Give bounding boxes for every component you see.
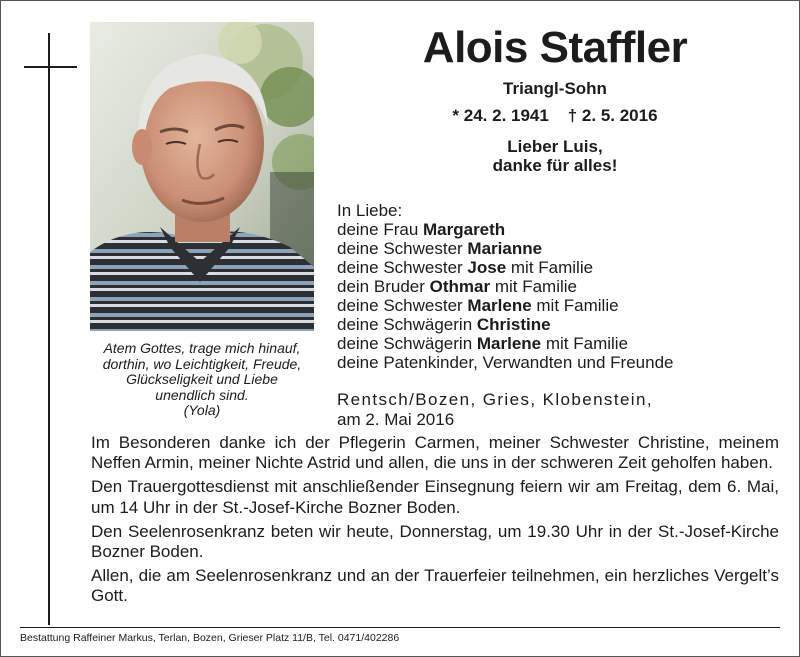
mourner-line: deine Schwester Marianne	[337, 239, 543, 258]
life-dates	[395, 105, 715, 126]
funeral-service-paragraph: Den Trauergottesdienst mit anschließender Einsegnung feiern wir am Freitag, dem 6. Mai, um 14 Uhr in der St.-Josef-Kirche Bozner Boden.	[91, 477, 779, 517]
place-and-date	[337, 390, 653, 430]
farewell-line: Lieber Luis,	[507, 137, 603, 156]
nickname: Triangl-Sohn	[503, 79, 607, 98]
funeral-home-footer: Bestattung Raffeiner Markus, Terlan, Bozen, Grieser Platz 11/B, Tel. 0471/402286	[20, 632, 400, 644]
mourner-line: deine Frau Margareth	[337, 220, 506, 239]
birth-date: * 24. 2. 1941	[452, 106, 549, 125]
cross-icon-vertical-bar	[48, 33, 50, 625]
mourner-line: deine Schwägerin Christine	[337, 315, 551, 334]
quote-author: (Yola)	[183, 402, 221, 419]
deceased-name: Alois Staffler	[422, 23, 688, 72]
portrait-illustration	[90, 22, 314, 331]
mourner-line: deine Schwester Marlene mit Familie	[337, 296, 619, 315]
quote-line: unendlich sind.	[155, 386, 249, 403]
place-line: Rentsch/Bozen, Gries, Klobenstein,	[337, 390, 653, 409]
cross-icon-horizontal-bar	[24, 66, 77, 68]
farewell-message	[395, 137, 715, 175]
announcement-text	[91, 433, 779, 611]
gratitude-paragraph: Allen, die am Seelenrosenkranz und an der Trauerfeier teilnehmen, ein herzliches Vergelt’s Gott.	[91, 566, 779, 606]
quote-line: dorthin, wo Leichtigkeit, Freude,	[102, 355, 302, 372]
mourner-line: deine Schwägerin Marlene mit Familie	[337, 334, 629, 353]
farewell-line: danke für alles!	[492, 156, 618, 175]
death-date: † 2. 5. 2016	[567, 106, 658, 125]
date-line: am 2. Mai 2016	[337, 410, 455, 429]
poem-quote	[80, 341, 324, 419]
mourners-list	[337, 201, 673, 372]
portrait-photo	[90, 22, 314, 331]
mourner-line: deine Patenkinder, Verwandten und Freunde	[337, 353, 674, 372]
rosary-paragraph: Den Seelenrosenkranz beten wir heute, Donnerstag, um 19.30 Uhr in der St.-Josef-Kirche Bozner Boden.	[91, 521, 779, 562]
thanks-paragraph: Im Besonderen danke ich der Pflegerin Carmen, meiner Schwester Christine, meinem Neffen Armin, meiner Nichte Astrid und allen, die uns in der schweren Zeit geholfen haben.	[91, 433, 779, 473]
footer-divider	[20, 627, 780, 628]
mourners-intro: In Liebe:	[337, 201, 403, 220]
quote-line: Glückseligkeit und Liebe	[126, 371, 278, 388]
mourner-line: dein Bruder Othmar mit Familie	[337, 277, 577, 296]
quote-line: Atem Gottes, trage mich hinauf,	[103, 340, 301, 356]
mourner-line: deine Schwester Jose mit Familie	[337, 258, 594, 277]
